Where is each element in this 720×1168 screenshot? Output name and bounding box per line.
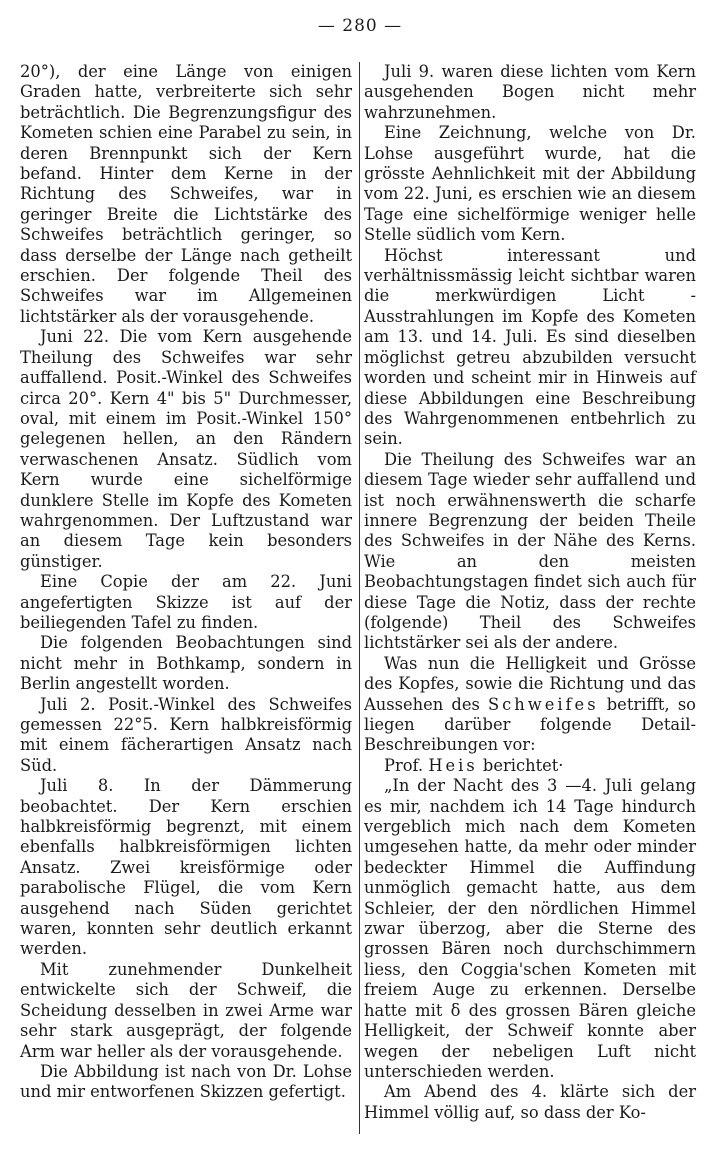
- paragraph: Eine Zeichnung, welche von Dr. Lohse ausgeführt wurde, hat die grösste Aehnlichkeit mit der Abbildung vom 22. Juni, es erschien wie an diesem Tage eine sichelförmige weniger helle Stelle südlich vom Kern.: [364, 123, 696, 245]
- page-number: — 280 —: [317, 16, 403, 36]
- text-run: betrifft, so liegen darüber folgende Detail-Beschreibungen vor:: [364, 694, 696, 755]
- spaced-emphasis: Heis: [428, 755, 478, 775]
- text-run: Was nun die Helligkeit und Grösse des Kopfes, sowie die Richtung und das Aussehen des: [364, 653, 696, 714]
- left-column: [20, 62, 352, 1103]
- paragraph: Juli 8. In der Dämmerung beobachtet. Der Kern erschien halbkreisförmig begrenzt, mit einem ebenfalls halbkreisförmigen lichten Ansatz. Zwei kreisförmige oder parabolische Flügel, die vom Kern ausgehend nach Süden gerichtet waren, konnten sehr deutlich erkannt werden.: [20, 776, 352, 959]
- right-column: [364, 62, 696, 1123]
- paragraph: Höchst interessant und verhältnissmässig leicht sichtbar waren die merkwürdigen Licht - Ausstrahlungen im Kopfe des Kometen am 13. und 14. Juli. Es sind dieselben möglichst getreu abzubilden versucht worden und scheint mir in Hinweis auf diese Abbildungen eine Beschreibung des Wahrgenommenen entbehrlich zu sein.: [364, 245, 696, 449]
- paragraph: Die Abbildung ist nach von Dr. Lohse und mir entworfenen Skizzen gefertigt.: [20, 1061, 352, 1102]
- paragraph: Die folgenden Beobachtungen sind nicht mehr in Bothkamp, sondern in Berlin angestellt worden.: [20, 633, 352, 694]
- paragraph: [364, 654, 696, 756]
- spaced-emphasis: Schweifes: [488, 694, 599, 714]
- paragraph: Die Theilung des Schweifes war an diesem Tage wieder sehr auffallend und ist noch erwähnenswerth die scharfe innere Begrenzung der beiden Theile des Schweifes in der Nähe des Kerns. Wie an den meisten Beobachtungstagen findet sich auch für diese Tage die Notiz, dass der rechte (folgende) Theil des Schweifes lichtstärker sei als der andere.: [364, 449, 696, 653]
- paragraph: Juli 9. waren diese lichten vom Kern ausgehenden Bogen nicht mehr wahrzunehmen.: [364, 62, 696, 122]
- paragraph: 20°), der eine Länge von einigen Graden hatte, verbreiterte sich sehr beträchtlich. Die Begrenzungsfigur des Kometen schien eine Parabel zu sein, in deren Brennpunkt sich der Kern befand. Hinter dem Kerne in der Richtung des Schweifes, war in geringer Breite die Lichtstärke des Schweifes beträchtlich geringer, so dass derselbe der Länge nach getheilt erschien. Der folgende Theil des Schweifes war im Allgemeinen lichtstärker als der vorausgehende.: [20, 62, 352, 326]
- paragraph: Juni 22. Die vom Kern ausgehende Theilung des Schweifes war sehr auffallend. Posit.-Winkel des Schweifes circa 20°. Kern 4" bis 5" Durchmesser, oval, mit einem im Posit.-Winkel 150° gelegenen hellen, an den Rändern verwaschenen Ansatz. Südlich vom Kern wurde eine sichelförmige dunklere Stelle im Kopfe des Kometen wahrgenommen. Der Luftzustand war an diesem Tage kein besonders günstiger.: [20, 327, 352, 571]
- paragraph: [364, 756, 696, 776]
- paragraph: Eine Copie der am 22. Juni angefertigten Skizze ist auf der beiliegenden Tafel zu finden.: [20, 572, 352, 632]
- text-run: berichtet·: [477, 755, 564, 775]
- paragraph: Juli 2. Posit.-Winkel des Schweifes gemessen 22°5. Kern halbkreisförmig mit einem fächerartigen Ansatz nach Süd.: [20, 694, 352, 775]
- paragraph: Am Abend des 4. klärte sich der Himmel völlig auf, so dass der Ko-: [364, 1082, 696, 1122]
- quote-paragraph: „In der Nacht des 3 —4. Juli gelang es mir, nachdem ich 14 Tage hindurch vergeblich mich nach dem Kometen umgesehen hatte, da mehr oder minder bedeckter Himmel die Auffindung unmöglich gemacht hatte, aus dem Schleier, der den nördlichen Himmel zwar überzog, aber die Sterne des grossen Bären noch durchschimmern liess, den Coggia'schen Kometen mit freiem Auge zu erkennen. Derselbe hatte mit δ des grossen Bären gleiche Helligkeit, der Schweif konnte aber wegen der nebeligen Luft nicht unterschieden werden.: [364, 776, 696, 1081]
- column-divider: [359, 62, 360, 1134]
- text-run: Prof.: [384, 755, 429, 775]
- paragraph: Mit zunehmender Dunkelheit entwickelte sich der Schweif, die Scheidung desselben in zwei Arme war sehr stark ausgeprägt, der folgende Arm war heller als der vorausgehende.: [20, 959, 352, 1061]
